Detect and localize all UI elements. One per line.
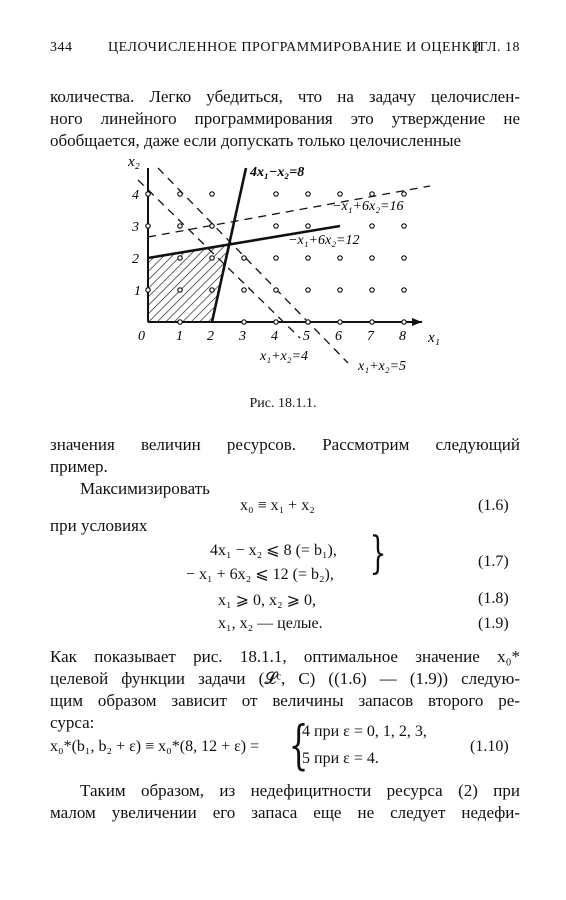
paragraph-conclusion: [50, 780, 520, 824]
text-line: Как показывает рис. 18.1.1, оптимальное значение x₀*: [50, 647, 520, 666]
equation-number: (1.6): [478, 497, 509, 514]
equation-number: (1.10): [470, 738, 509, 755]
x-tick-label: 8: [399, 329, 406, 344]
line-label-2: −x₁+6x₂=16: [332, 199, 404, 214]
text-line: значения величин ресурсов. Рассмотрим следующий: [50, 435, 520, 454]
text-line: пример.: [50, 457, 108, 476]
equation-1-10-case2: 5 при ε = 4.: [302, 750, 379, 767]
y-tick-labels: [131, 188, 141, 299]
x-tick-label: 6: [335, 329, 342, 344]
x-axis-arrow: [412, 318, 422, 326]
y-axis-label: x₂: [128, 154, 140, 170]
x-tick-label: 4: [271, 329, 278, 344]
equation-1-6: x₀ ≡ x₁ + x₂: [240, 497, 315, 514]
equation-1-7-line2: − x₁ + 6x₂ ⩽ 12 (= b₂),: [186, 566, 334, 583]
left-brace: {: [288, 716, 309, 776]
y-tick-label: 2: [132, 252, 139, 267]
x-tick-label: 2: [207, 329, 214, 344]
figure-caption: Рис. 18.1.1.: [249, 396, 317, 411]
line-label-5: x₁+x₂=5: [358, 359, 407, 374]
equation-1-8: x₁ ⩾ 0, x₂ ⩾ 0,: [218, 592, 316, 609]
text-line: малом увеличении его запаса еще не следует недефи-: [50, 803, 520, 822]
text-line: при условиях: [50, 516, 148, 535]
paragraph-intro: [50, 86, 520, 152]
line-label-1: 4x₁−x₂=8: [250, 165, 305, 180]
running-title: ЦЕЛОЧИСЛЕННОЕ ПРОГРАММИРОВАНИЕ И ОЦЕНКИ: [108, 40, 483, 55]
text-line: целевой функции задачи (𝓛ᶜ, C) ((1.6) — (1.9)) следую-: [50, 669, 520, 688]
text-line: ного линейного программирования это утверждение не: [50, 109, 520, 128]
text-line: Таким образом, из недефицитности ресурса (2) при: [80, 781, 520, 800]
equation-1-9: x₁, x₂ — целые.: [218, 615, 323, 632]
paragraph-optimal: [50, 646, 520, 734]
maximize-text: Максимизировать: [80, 479, 210, 498]
line-label-4: x₁+x₂=4: [260, 349, 309, 364]
figure-18-1-1: [110, 148, 460, 388]
x-axis-label: x₁: [428, 330, 440, 346]
x-tick-labels: [138, 329, 406, 344]
right-brace: }: [369, 528, 387, 579]
text-line: количества. Легко убедиться, что на задачу целочислен-: [50, 87, 520, 106]
x-tick-label: 7: [367, 329, 374, 344]
x-tick-label: 3: [239, 329, 246, 344]
x-tick-label: 5: [303, 329, 310, 344]
y-tick-label: 4: [132, 188, 139, 203]
x-tick-label: 1: [176, 329, 183, 344]
equation-1-10-lhs: x₀*(b₁, b₂ + ε) ≡ x₀*(8, 12 + ε) =: [50, 738, 260, 755]
text-line: щим образом зависит от величины запасов второго ре-: [50, 691, 520, 710]
equation-number: (1.9): [478, 615, 509, 632]
equation-number: (1.8): [478, 590, 509, 607]
chapter-label: [ГЛ. 18: [474, 40, 520, 55]
running-header: [50, 40, 520, 60]
line-label-3: −x₁+6x₂=12: [288, 233, 360, 248]
x-tick-label: 0: [138, 329, 145, 344]
under-conditions: [50, 515, 520, 537]
y-tick-label: 3: [132, 220, 139, 235]
page-number: 344: [50, 40, 73, 55]
y-tick-label: 1: [134, 284, 141, 299]
text-line: сурса:: [50, 713, 95, 732]
text-line: обобщается, даже если допускать только целочисленные: [50, 131, 462, 150]
equation-1-7-line1: 4x₁ − x₂ ⩽ 8 (= b₁),: [210, 542, 337, 559]
paragraph-example: [50, 434, 520, 500]
equation-number: (1.7): [478, 553, 509, 570]
equation-1-10-case1: 4 при ε = 0, 1, 2, 3,: [302, 723, 427, 740]
